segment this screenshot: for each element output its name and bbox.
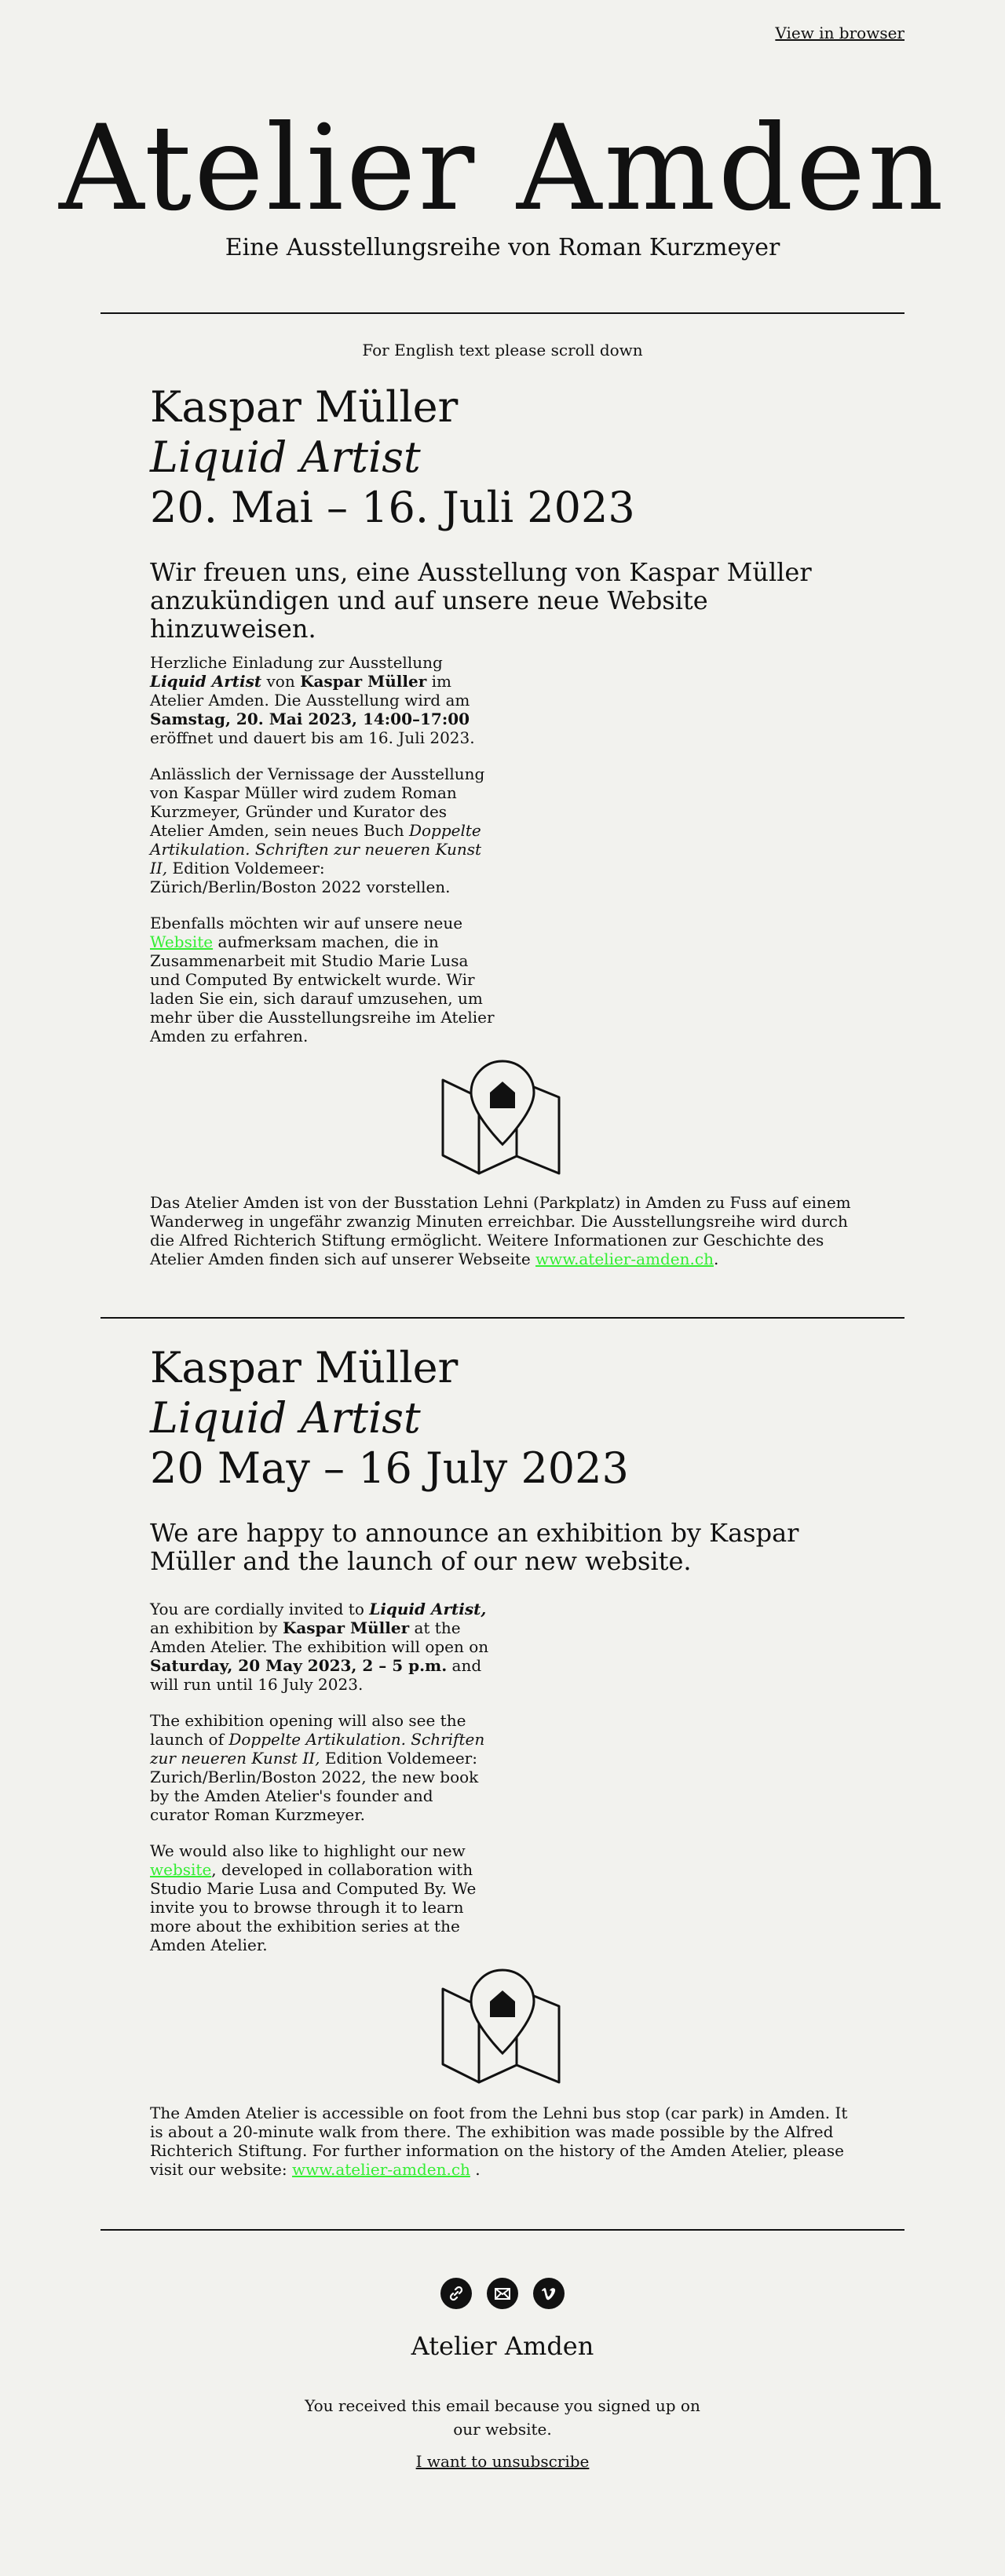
view-in-browser-link[interactable]: View in browser [775,24,904,42]
logo-wordmark: Atelier Amden [59,100,946,237]
artist-name-inline: Kaspar Müller [300,672,427,691]
lead-text-de: Wir freuen uns, eine Ausstellung von Kaspar Müller anzukündigen und auf unsere neue Website hinzuweisen. [150,557,812,644]
website-link-en[interactable]: website [150,1860,212,1879]
footer-name: Atelier Amden [411,2331,594,2361]
divider [100,1317,904,1319]
book-paragraph-de: Anlässlich der Vernissage der Ausstellung von Kaspar Müller wird zudem Roman Kurzmeyer, Gründer und Kurator des Atelier Amden, sein neues Buch Doppelte Artikulation. Schriften zur neueren Kunst II, Edition Voldemeer: Zürich/Berlin/Boston 2022 vorstellen. [150,764,485,896]
header-subtitle: Eine Ausstellungsreihe von Roman Kurzmeyer [225,234,780,261]
artist-name-en: Kaspar Müller [150,1343,459,1392]
info-text-en: The Amden Atelier is accessible on foot from the Lehni bus stop (car park) in Amden. It is about a 20-minute walk from there. The exhibition was made possible by the Alfred Richterich Stiftung. For further information on the history of the Amden Atelier, please visit our website: www.atelier-amden.ch . [150,2103,848,2179]
opening-date: Saturday, 20 May 2023, 2 – 5 p.m. [150,1656,448,1675]
atelier-website-link-en[interactable]: www.atelier-amden.ch [291,2160,470,2179]
unsubscribe-link[interactable]: I want to unsubscribe [415,2452,590,2471]
social-links [0,2278,1005,2309]
invitation-paragraph-de: Herzliche Einladung zur Ausstellung Liquid Artist von Kaspar Müller im Atelier Amden. Die Ausstellung wird am Samstag, 20. Mai 2023, 14:00–17:00 eröffnet und dauert bis am 16. Juli 2023. [150,653,475,747]
exhibition-title-de: Liquid Artist [150,432,421,482]
exhibition-title-inline: Liquid Artist [150,672,262,691]
website-paragraph-de: Ebenfalls möchten wir auf unsere neue Website aufmerksam machen, die in Zusammenarbeit mit Studio Marie Lusa und Computed By entwickelt wurde. Wir laden Sie ein, sich darauf umzusehen, um mehr über die Ausstellungsreihe im Atelier Amden zu erfahren. [150,914,495,1045]
link-icon[interactable] [440,2278,472,2309]
book-paragraph-en: The exhibition opening will also see the launch of Doppelte Artikulation. Schriften zur neueren Kunst II, Edition Voldemeer: Zurich/Berlin/Boston 2022, the new book by the Amden Atelier's founder and curator Roman Kurzmeyer. [150,1711,485,1824]
english-scroll-note: For English text please scroll down [362,341,643,359]
exhibition-title-inline: Liquid Artist, [369,1600,487,1618]
lead-text-en: We are happy to announce an exhibition by Kaspar Müller and the launch of our new website. [150,1518,799,1576]
website-link-de[interactable]: Website [150,932,214,951]
artist-name-inline: Kaspar Müller [282,1618,410,1637]
atelier-website-link-de[interactable]: www.atelier-amden.ch [535,1250,714,1268]
invitation-paragraph-en: You are cordially invited to Liquid Artist, an exhibition by Kaspar Müller at the Amden Atelier. The exhibition will open on Saturday, 20 May 2023, 2 – 5 p.m. and will run until 16 July 2023. [150,1600,489,1694]
mail-icon[interactable] [487,2278,518,2309]
opening-date: Samstag, 20. Mai 2023, 14:00–17:00 [150,710,470,728]
vimeo-icon[interactable] [533,2278,565,2309]
exhibition-title-en: Liquid Artist [150,1393,421,1443]
body-text-de [150,653,495,1063]
book-title: Doppelte Artikulation. Schriften zur neueren Kunst II, [150,1730,485,1768]
body-text-en [150,1600,495,1972]
subscription-notice: You received this email because you signed up on our website. [305,2396,700,2439]
exhibition-dates-en: 20 May – 16 July 2023 [150,1443,629,1493]
map-pin-icon [440,1968,565,2086]
book-title: Doppelte Artikulation. Schriften zur neueren Kunst II, [150,821,482,878]
divider [100,312,904,314]
divider [100,2229,904,2231]
info-text-de: Das Atelier Amden ist von der Busstation Lehni (Parkplatz) in Amden zu Fuss auf einem Wanderweg in ungefähr zwanzig Minuten erreichbar. Die Ausstellungsreihe wird durch die Alfred Richterich Stiftung ermöglicht. Weitere Informationen zur Geschichte des Atelier Amden finden sich auf unserer Webseite www.atelier-amden.ch. [150,1193,851,1268]
website-paragraph-en: We would also like to highlight our new website, developed in collaboration with Studio Marie Lusa and Computed By. We invite you to browse through it to learn more about the exhibition series at the Amden Atelier. [150,1841,477,1954]
artist-name-de: Kaspar Müller [150,382,459,432]
map-pin-icon [440,1060,565,1177]
exhibition-dates-de: 20. Mai – 16. Juli 2023 [150,483,635,532]
